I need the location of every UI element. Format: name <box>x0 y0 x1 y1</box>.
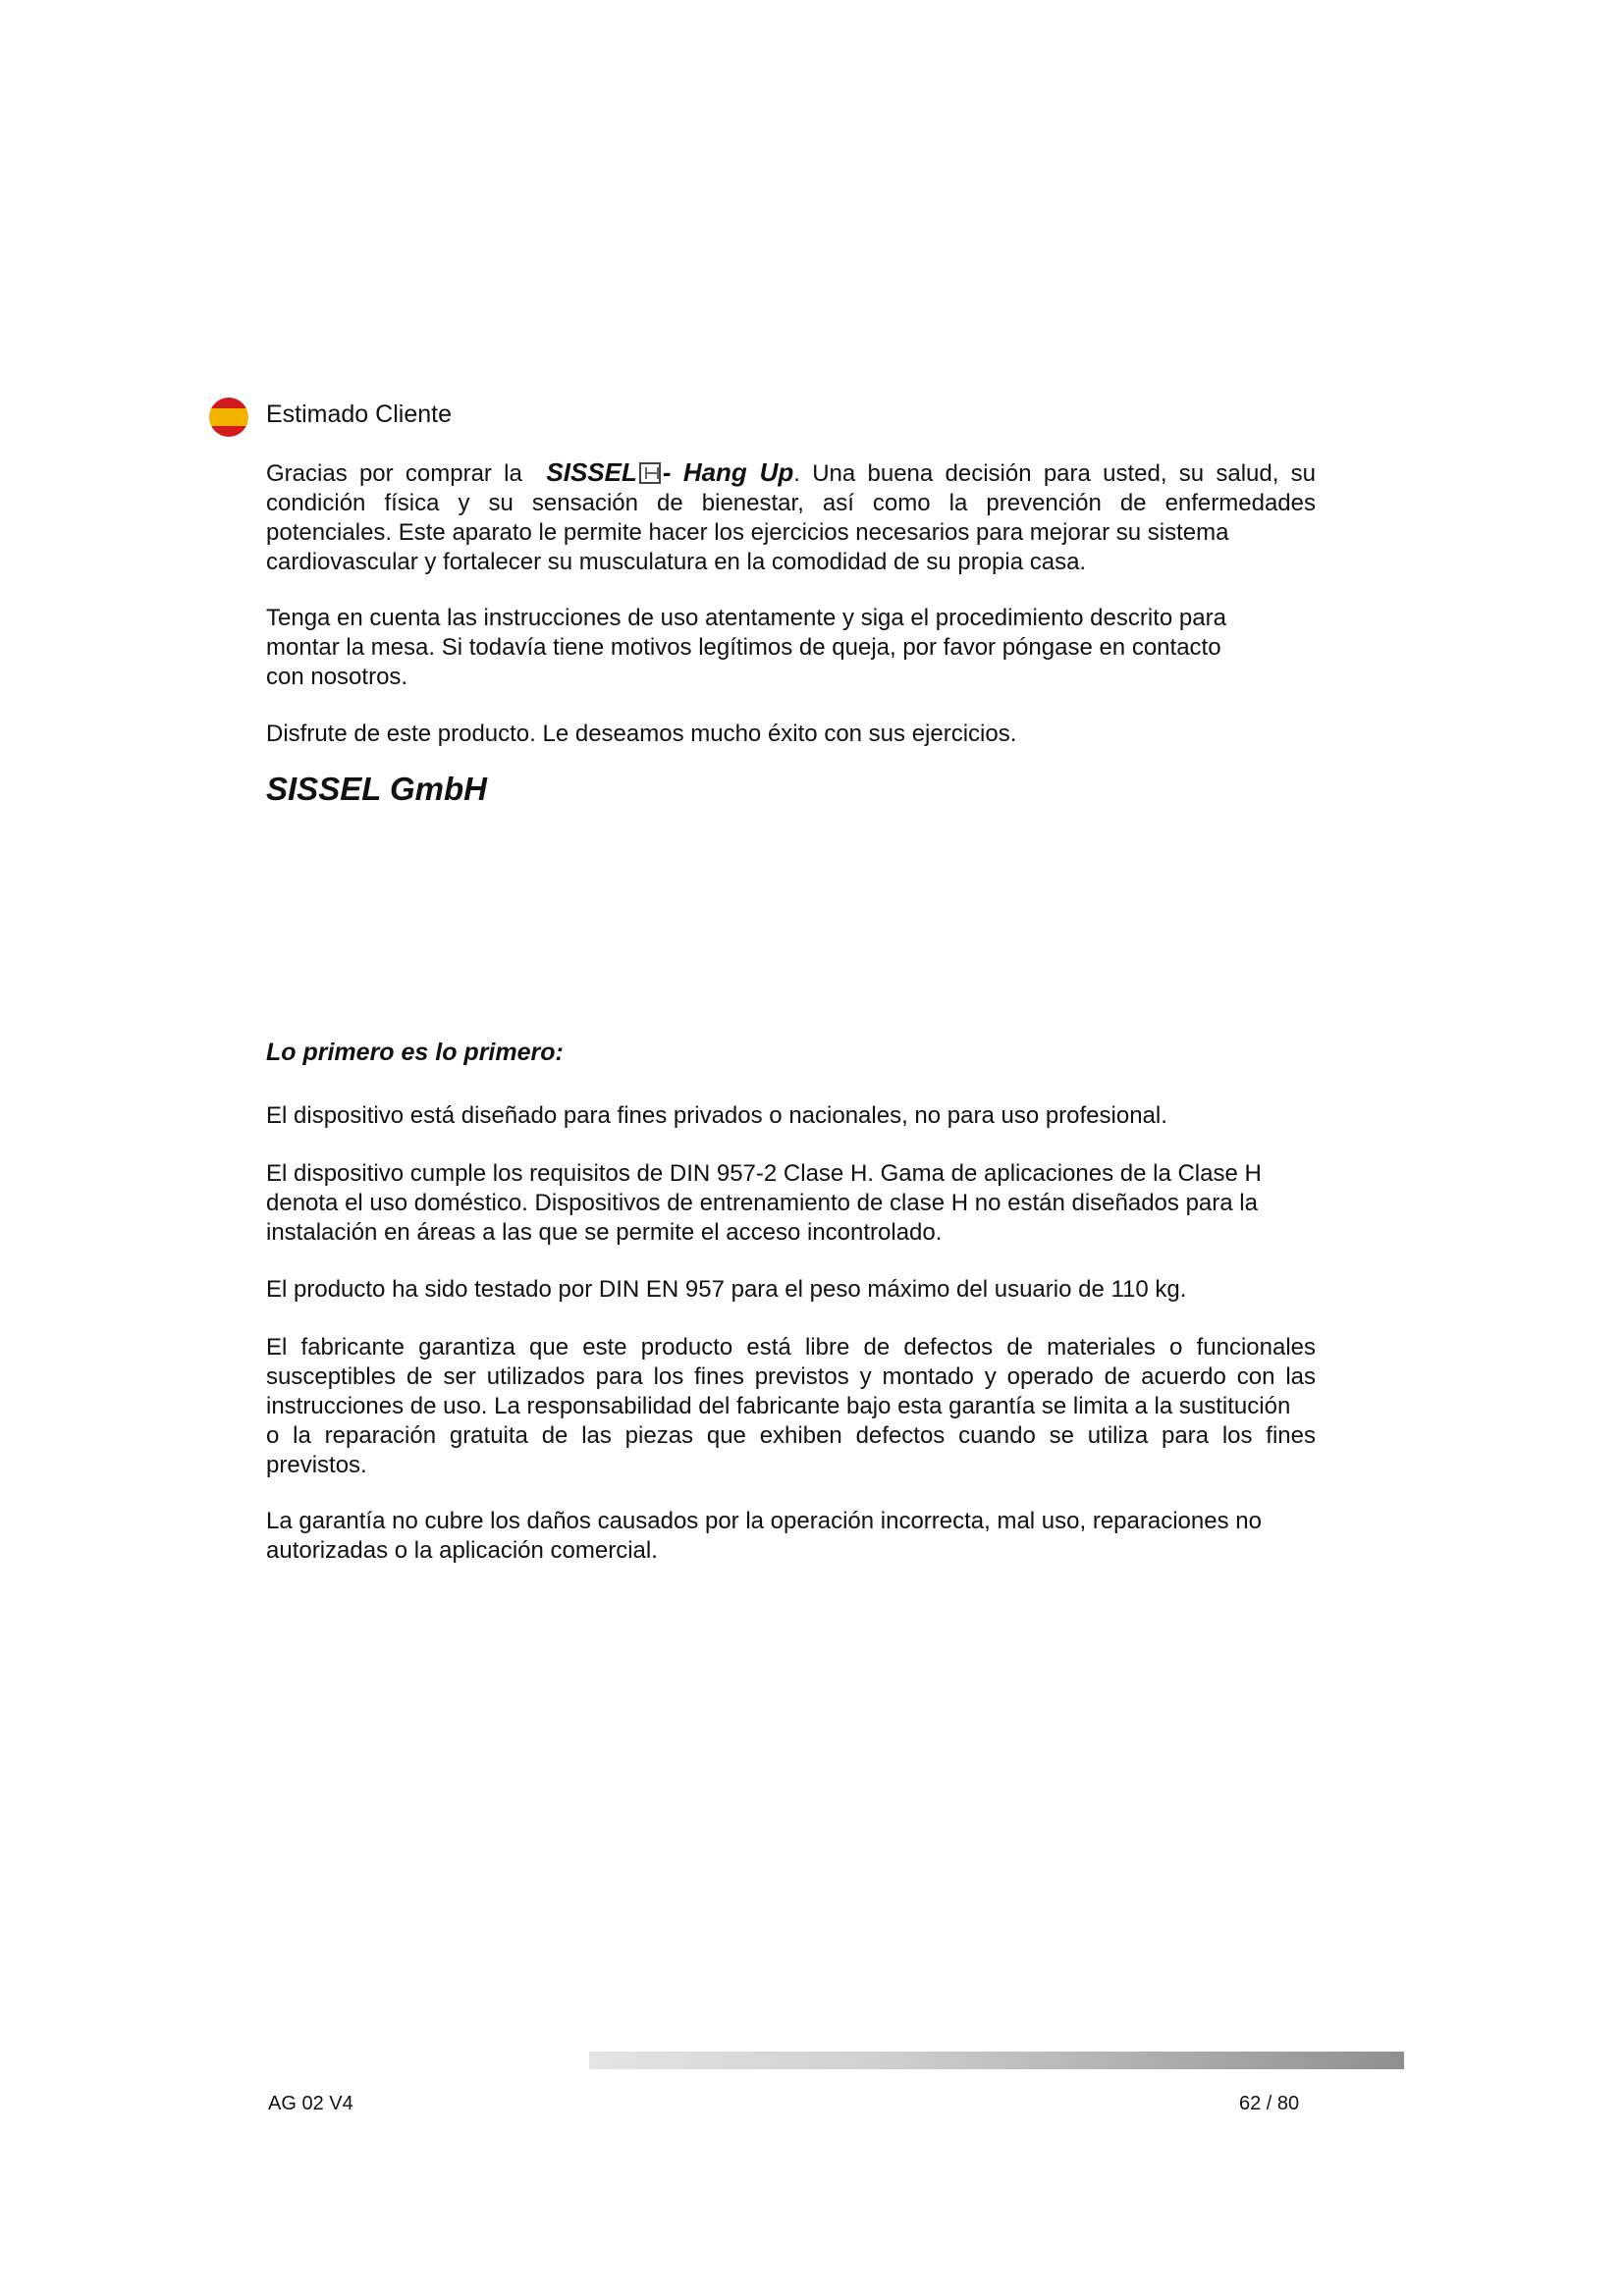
page-number: 62 / 80 <box>1239 2093 1300 2114</box>
brand-name: SISSEL <box>546 457 637 487</box>
spain-flag-icon <box>209 398 248 437</box>
section-title: Lo primero es lo primero: <box>266 1039 564 1066</box>
greeting: Estimado Cliente <box>266 400 452 428</box>
intro-line-1: Gracias por comprar la SISSEL - Hang Up. Una buena decisión para usted, su salud, su <box>266 457 1317 487</box>
product-name: Hang Up <box>682 457 794 487</box>
din-paragraph: El dispositivo cumple los requisitos de DIN 957-2 Clase H. Gama de aplicaciones de la Clase H denota el uso doméstico. Dispositivos de entrenamiento de clase H no están diseñados para la instalación en áreas a las que se permite el acceso incontrolado. <box>266 1160 1262 1246</box>
private-use-paragraph: El dispositivo está diseñado para fines privados o nacionales, no para uso profesional. <box>266 1102 1167 1129</box>
intro-paragraph: Gracias por comprar la SISSEL - Hang Up. Una buena decisión para usted, su salud, su condición física y su sensación de bienestar, así como la prevención de enfermedades potenciales. Este aparato le permite hacer los ejercicios necesarios para mejorar su sistema cardiovascular y fortalecer su musculatura en la comodidad de su propia casa. <box>266 457 1317 575</box>
exclusions-paragraph: La garantía no cubre los daños causados por la operación incorrecta, mal uso, reparaciones no autorizadas o la aplicación comercial. <box>266 1508 1262 1564</box>
tested-paragraph: El producto ha sido testado por DIN EN 957 para el peso máximo del usuario de 110 kg. <box>266 1276 1187 1303</box>
footer-gradient-bar <box>589 2052 1404 2069</box>
document-code: AG 02 V4 <box>268 2093 353 2114</box>
company-signature: SISSEL GmbH <box>266 771 487 807</box>
warranty-paragraph: El fabricante garantiza que este producto está libre de defectos de materiales o funcionales susceptibles de ser utilizados para los fines previstos y montado y operado de acuerdo con las instrucciones de uso. La responsabilidad del fabricante bajo esta garantía se limita a la sustitución o la reparación gratuita de las piezas que exhiben defectos cuando se utiliza para los fines previstos. <box>266 1334 1316 1478</box>
registered-mark-icon <box>639 462 661 484</box>
instructions-paragraph: Tenga en cuenta las instrucciones de uso atentamente y siga el procedimiento descrito para montar la mesa. Si todavía tiene motivos legítimos de queja, por favor póngase en contacto con nosotros. <box>266 605 1226 690</box>
enjoy-paragraph: Disfrute de este producto. Le deseamos mucho éxito con sus ejercicios. <box>266 721 1017 747</box>
